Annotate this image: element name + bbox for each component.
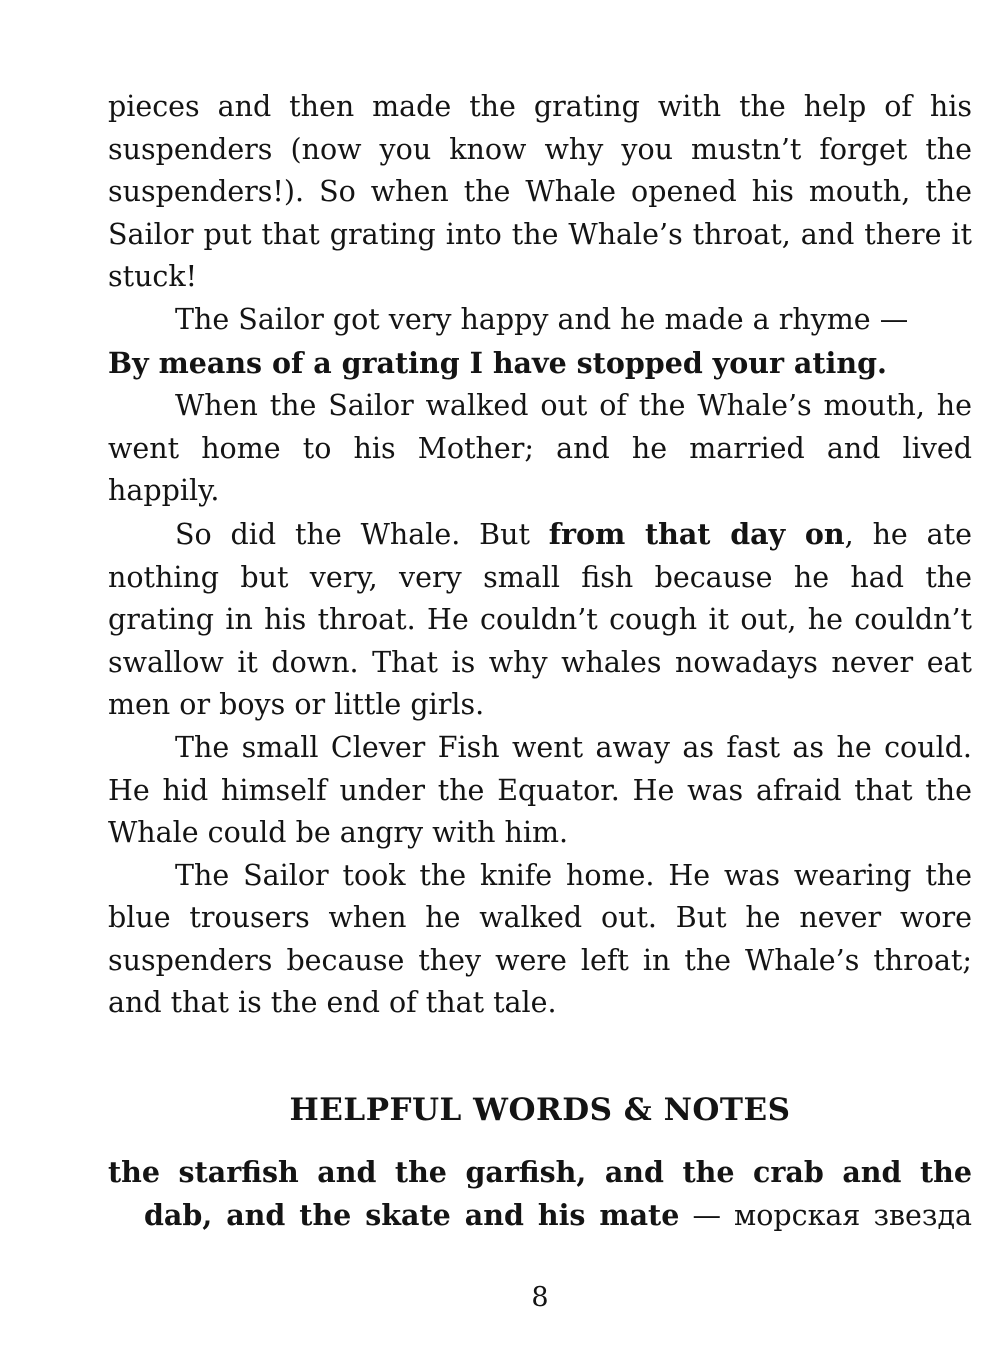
book-page bbox=[108, 86, 973, 1313]
page-number: 8 bbox=[531, 1282, 549, 1313]
rhyme-text: By means of a grating I have stopped your ating. bbox=[108, 345, 887, 380]
paragraph-4 bbox=[108, 513, 972, 727]
paragraph-1: pieces and then made the grating with the help of his suspenders (now you know why you mustn’t forget the suspenders!). So when the Whale opened his mouth, the Sailor put that grating into the Whale’s throat, and there it stuck! bbox=[108, 90, 972, 294]
paragraph-5: The small Clever Fish went away as fast as he could. He hid himself under the Equator. He was afraid that the Whale could be angry with him. bbox=[108, 730, 972, 850]
paragraph-4-emphasis: from that day on bbox=[548, 516, 845, 551]
notes-entry-translation: морская звезда bbox=[734, 1199, 973, 1232]
notes-heading: HELPFUL WORDS & NOTES bbox=[289, 1092, 791, 1128]
paragraph-2: The Sailor got very happy and he made a rhyme — bbox=[175, 302, 909, 336]
notes-entry-term-line1: the starfish and the garfish, and the crab and the bbox=[108, 1155, 972, 1189]
rhyme-line bbox=[108, 342, 972, 386]
paragraph-4-end: , he ate nothing but very, very small fish because he had the grating in his throat. He couldn’t cough it out, he couldn’t swallow it down. That is why whales nowadays never eat men or boys or little girls. bbox=[108, 517, 972, 722]
notes-entry-dash: — bbox=[679, 1199, 735, 1232]
paragraph-4-start: So did the Whale. But bbox=[175, 517, 549, 551]
notes-entry-second-line bbox=[108, 1194, 972, 1237]
paragraph-3: When the Sailor walked out of the Whale’s mouth, he went home to his Mother; and he married and lived happily. bbox=[108, 389, 972, 508]
paragraph-6: The Sailor took the knife home. He was wearing the blue trousers when he walked out. But he never wore suspenders because they were left in the Whale’s throat; and that is the end of that tale. bbox=[108, 858, 972, 1020]
notes-entry bbox=[108, 1151, 972, 1237]
notes-entry-term-line2: dab, and the skate and his mate bbox=[144, 1198, 680, 1232]
